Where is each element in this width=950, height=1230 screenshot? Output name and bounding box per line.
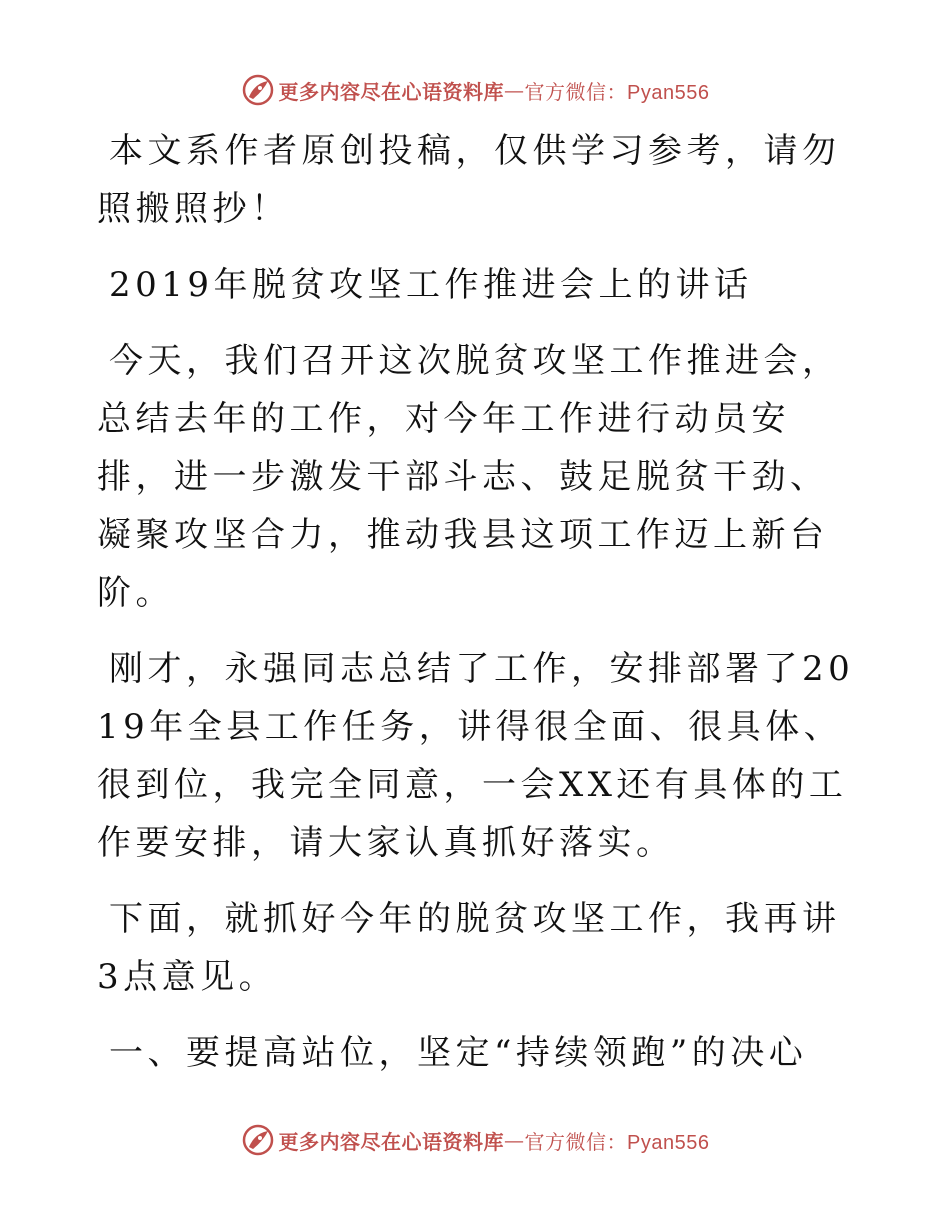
body-paragraph: 下面，就抓好今年的脱贫攻坚工作，我再讲3点意见。 (97, 899, 841, 997)
copyright-notice: 本文系作者原创投稿，仅供学习参考，请勿照搬照抄！ (97, 131, 841, 229)
body-paragraph: 刚才，永强同志总结了工作，安排部署了2019年全县工作任务，讲得很全面、很具体、很到位，我完全同意，一会XX还有具体的工作要安排，请大家认真抓好落实。 (97, 649, 855, 863)
banner-brand-text: 更多内容尽在心语资料库 (278, 79, 505, 104)
pen-nib-logo-icon (241, 73, 275, 107)
section-heading: 一、要提高站位，坚定“持续领跑”的决心 (109, 1033, 808, 1073)
banner-dash: — (504, 78, 525, 102)
pen-nib-logo-icon (241, 1123, 275, 1157)
banner-wechat-text: 官方微信：Pyan556 (524, 81, 710, 104)
body-paragraph: 今天，我们召开这次脱贫攻坚工作推进会，总结去年的工作，对今年工作进行动员安排，进一步激发干部斗志、鼓足脱贫干劲、凝聚攻坚合力，推动我县这项工作迈上新台阶。 (97, 341, 841, 613)
banner-brand-text: 更多内容尽在心语资料库 (278, 1129, 505, 1154)
footer-watermark-banner (0, 1120, 950, 1160)
banner-dash: — (504, 1128, 525, 1152)
header-watermark-banner (0, 70, 950, 110)
banner-wechat-text: 官方微信：Pyan556 (524, 1131, 710, 1154)
document-body (97, 122, 857, 1100)
document-title: 2019年脱贫攻坚工作推进会上的讲话 (109, 265, 753, 305)
